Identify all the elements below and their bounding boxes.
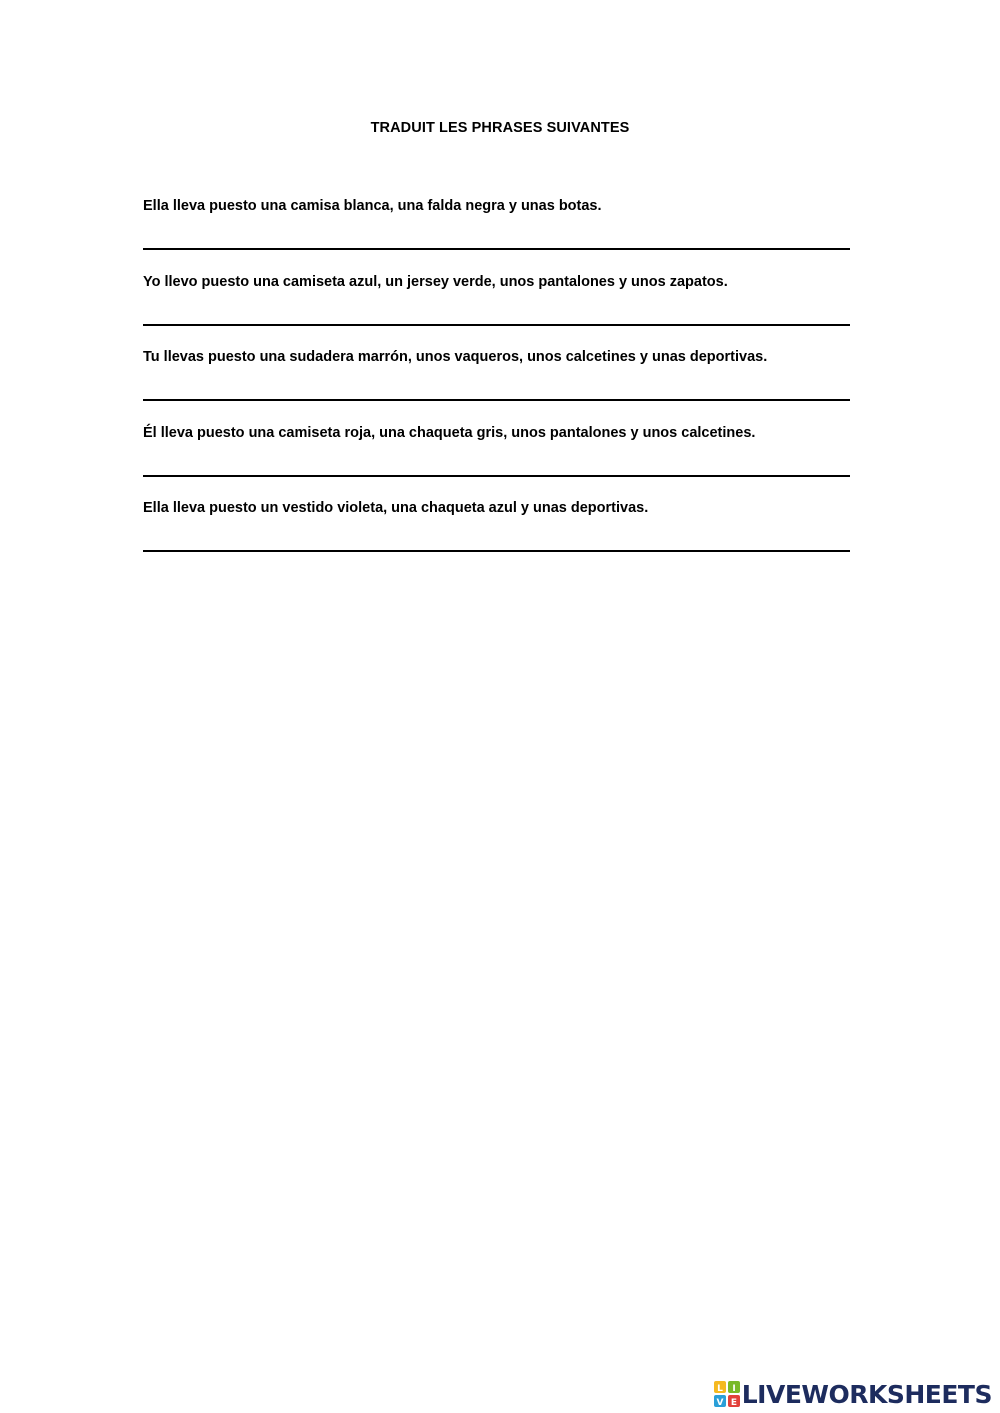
answer-line-4[interactable] bbox=[143, 475, 850, 477]
sentence-1: Ella lleva puesto una camisa blanca, una falda negra y unas botas. bbox=[143, 198, 602, 214]
brand-name: LIVEWORKSHEETS bbox=[741, 1379, 992, 1409]
exercise-item-5 bbox=[143, 499, 851, 517]
answer-line-2[interactable] bbox=[143, 324, 850, 326]
exercise-item-4 bbox=[143, 424, 851, 442]
answer-line-1[interactable] bbox=[143, 248, 850, 250]
svg-text:I: I bbox=[732, 1384, 736, 1394]
exercise-item-1 bbox=[143, 197, 851, 215]
liveworksheets-brand bbox=[714, 1379, 992, 1409]
svg-text:L: L bbox=[716, 1384, 723, 1394]
answer-line-3[interactable] bbox=[143, 399, 850, 401]
exercise-item-2 bbox=[143, 273, 851, 291]
page-title: TRADUIT LES PHRASES SUIVANTES bbox=[370, 120, 630, 136]
answer-line-5[interactable] bbox=[143, 550, 850, 552]
svg-text:V: V bbox=[716, 1398, 724, 1407]
sentence-3: Tu llevas puesto una sudadera marrón, unos vaqueros, unos calcetines y unas deportivas. bbox=[143, 349, 768, 365]
liveworksheets-logo-icon bbox=[714, 1381, 740, 1407]
exercise-item-3 bbox=[143, 348, 851, 366]
sentence-5: Ella lleva puesto un vestido violeta, una chaqueta azul y unas deportivas. bbox=[143, 500, 649, 516]
svg-text:E: E bbox=[730, 1398, 737, 1407]
sentence-4: Él lleva puesto una camiseta roja, una chaqueta gris, unos pantalones y unos calcetines. bbox=[143, 425, 756, 441]
sentence-2: Yo llevo puesto una camiseta azul, un jersey verde, unos pantalones y unos zapatos. bbox=[143, 274, 728, 290]
